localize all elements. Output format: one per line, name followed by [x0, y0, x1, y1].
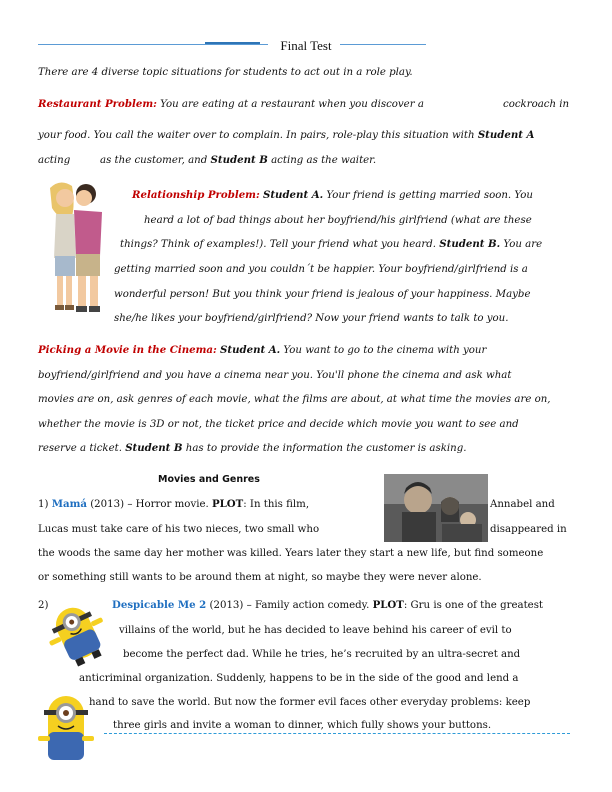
cinema-line-1: Picking a Movie in the Cinema: Student A. You want to go to the cinema with your	[38, 344, 487, 356]
cinema-line-3: movies are on, ask genres of each movie, what the films are about, at what time the movies are on,	[38, 394, 551, 405]
movie-2-title: Despicable Me 2	[112, 599, 207, 611]
student-a-label: Student A	[477, 129, 535, 141]
cinema-line-4: whether the movie is 3D or not, the ticket price and decide which movie you want to see and	[38, 419, 519, 430]
student-b-label: Student B	[210, 154, 268, 166]
movie-1-title: Mamá	[51, 498, 87, 510]
relationship-line-3: things? Think of examples!). Tell your friend what you heard. Student B. You are	[120, 238, 543, 250]
movie-1-line-3: the woods the same day her mother was killed. Years later they start a new life, but find someone	[38, 548, 544, 559]
minion-illustration-top	[40, 598, 118, 668]
movie-2-line-1: Despicable Me 2 (2013) – Family action comedy. PLOT: Gru is one of the greatest	[112, 599, 544, 611]
movie-2-line-6: three girls and invite a woman to dinner, which fully shows your buttons.	[113, 720, 492, 731]
cinema-line-2: boyfriend/girlfriend and you have a cinema near you. You'll phone the cinema and ask what	[38, 370, 512, 381]
movie-1-line-2b: disappeared in	[490, 524, 567, 535]
relationship-line-2: heard a lot of bad things about her boyfriend/his girlfriend (what are these	[144, 215, 532, 226]
restaurant-line-3a: acting	[38, 155, 71, 166]
footer-dashed-rule	[104, 733, 570, 734]
relationship-line-5: wonderful person! But you think your friend is jealous of your happiness. Maybe	[114, 289, 531, 300]
cinema-label: Picking a Movie in the Cinema:	[38, 344, 217, 356]
cinema-line-5: reserve a ticket. Student B has to provide the information the customer is asking.	[38, 442, 467, 454]
movie-2-line-4: anticriminal organization. Suddenly, happens to be in the side of the good and lend a	[79, 673, 519, 684]
movie-1-line-2: Lucas must take care of his two nieces, two small who	[38, 524, 320, 535]
movie-2-num: 2)	[38, 600, 49, 611]
movies-heading: Movies and Genres	[158, 474, 260, 485]
movie-2-line-3: become the perfect dad. While he tries, he’s recruited by an ultra-secret and	[123, 649, 521, 660]
movie-1-line-4: or something still wants to be around them at night, so maybe they were never alone.	[38, 572, 482, 583]
restaurant-label: Restaurant Problem:	[38, 98, 157, 110]
restaurant-line-2: your food. You call the waiter over to complain. In pairs, role-play this situation with Student A	[38, 129, 535, 141]
relationship-label: Relationship Problem:	[132, 189, 260, 201]
relationship-line-6: she/he likes your boyfriend/girlfriend? Now your friend wants to talk to you.	[114, 313, 509, 324]
couple-illustration	[40, 178, 118, 318]
restaurant-line-3b: as the customer, and Student B acting as the waiter.	[100, 154, 377, 166]
movie-2-line-5: hand to save the world. But now the former evil faces other everyday problems: keep	[89, 697, 531, 708]
movie-1-line-1c: Annabel and	[490, 499, 555, 510]
relationship-line-4: getting married soon and you couldn´t be happier. Your boyfriend/girlfriend is a	[114, 264, 528, 275]
page-title: Final Test	[280, 38, 332, 53]
movie-1-line-1: 1) Mamá (2013) – Horror movie. PLOT: In this film,	[38, 498, 310, 510]
movie-2-line-2: villains of the world, but he has decided to leave behind his career of evil to	[119, 625, 512, 636]
movie-1-poster	[384, 474, 488, 542]
restaurant-line-1b: cockroach in	[503, 99, 570, 110]
restaurant-line-1: Restaurant Problem: You are eating at a restaurant when you discover a	[38, 98, 424, 110]
relationship-line-1: Relationship Problem: Student A. Your friend is getting married soon. You	[132, 189, 533, 201]
intro-text: There are 4 diverse topic situations for students to act out in a role play.	[38, 67, 413, 78]
